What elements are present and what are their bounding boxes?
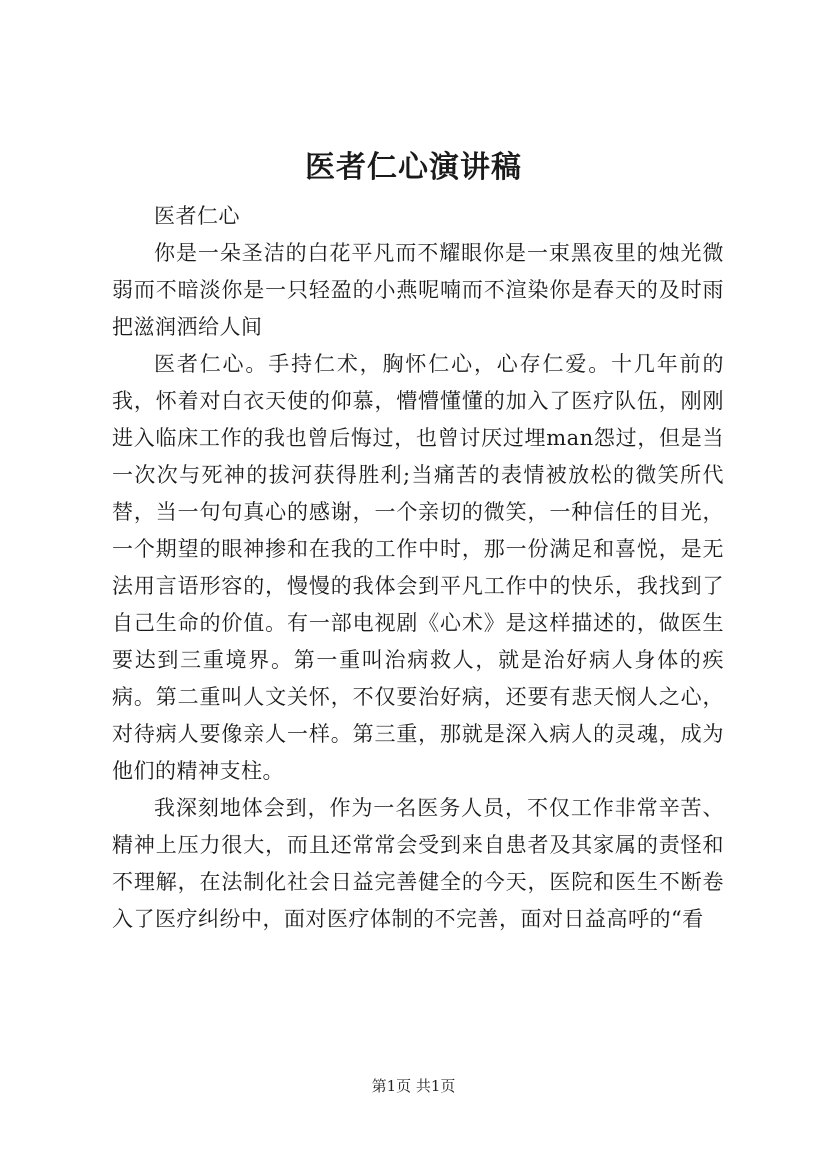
paragraph-heading: 医者仁心 <box>154 204 240 228</box>
document-title: 医者仁心演讲稿 <box>305 150 522 185</box>
document-body <box>112 198 724 938</box>
paragraph-reflection: 我深刻地体会到，作为一名医务人员，不仅工作非常辛苦、精神上压力很大，而且还常常会受到来自患者及其家属的责怪和不理解，在法制化社会日益完善健全的今天，医院和医生不断卷入了医疗纠纷中，面对医疗体制的不完善，面对日益高呼的“看 <box>112 796 724 931</box>
paragraph-intro: 你是一朵圣洁的白花平凡而不耀眼你是一束黑夜里的烛光微弱而不暗淡你是一只轻盈的小燕呢喃而不渲染你是春天的及时雨把滋润洒给人间 <box>112 241 724 339</box>
page-footer: 第1页 共1页 <box>371 1077 456 1095</box>
paragraph-main: 医者仁心。手持仁术，胸怀仁心，心存仁爱。十几年前的我，怀着对白衣天使的仰慕，懵懵懂懂的加入了医疗队伍，刚刚进入临床工作的我也曾后悔过，也曾讨厌过埋man怨过，但是当一次次与死神的拔河获得胜利;当痛苦的表情被放松的微笑所代替，当一句句真心的感谢，一个亲切的微笑，一种信任的目光，一个期望的眼神掺和在我的工作中时，那一份满足和喜悦，是无法用言语形容的，慢慢的我体会到平凡工作中的快乐，我找到了自己生命的价值。有一部电视剧《心术》是这样描述的，做医生要达到三重境界。第一重叫治病救人，就是治好病人身体的疾病。第二重叫人文关怀，不仅要治好病，还要有悲天悯人之心，对待病人要像亲人一样。第三重，那就是深入病人的灵魂，成为他们的精神支柱。 <box>112 352 724 783</box>
